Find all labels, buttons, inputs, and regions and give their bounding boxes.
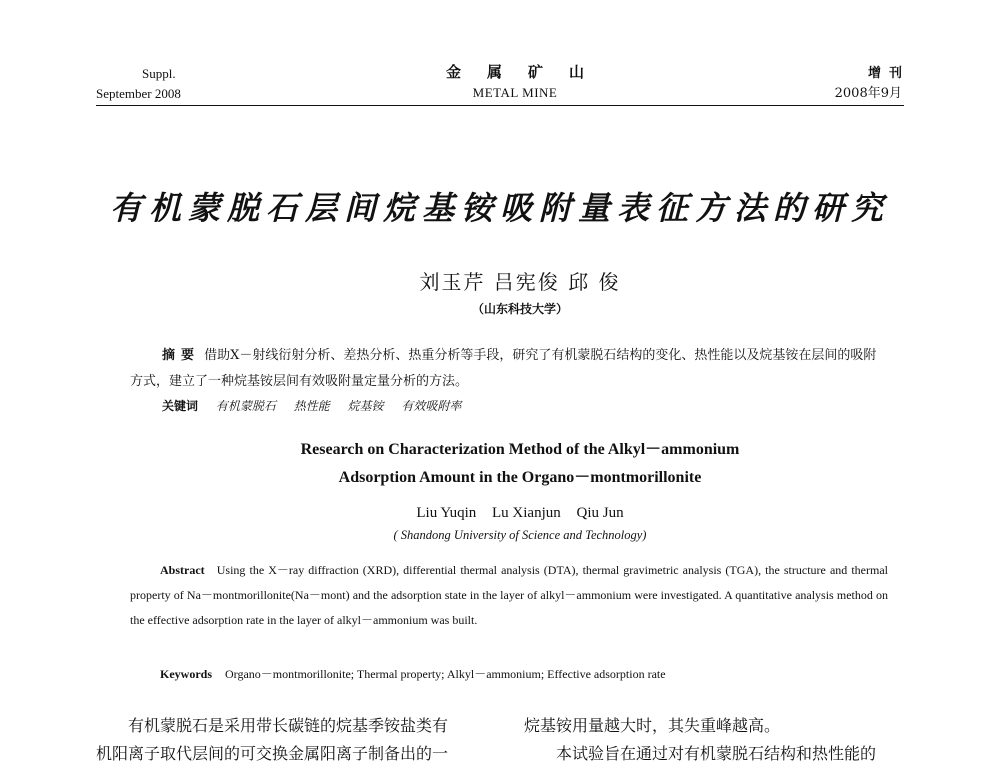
keywords-en-label: Keywords [160, 667, 212, 681]
abstract-cn-text: 借助X－射线衍射分析、差热分析、热重分析等手段，研究了有机蒙脱石结构的变化、热性能以及烷基铵在层间的吸附方式，建立了一种烷基铵层间有效吸附量定量分析的方法。 [130, 348, 877, 389]
keyword-cn: 热性能 [293, 399, 330, 413]
keywords-cn-label: 关键词 [162, 399, 199, 413]
keywords-en [160, 663, 880, 685]
author-en: Qiu Jun [576, 505, 624, 521]
keyword-cn: 有效吸附率 [401, 399, 462, 413]
abstract-en [130, 558, 888, 633]
header-date-cn: 2008年9月 [834, 86, 902, 101]
author-en: Liu Yuqin [416, 505, 477, 521]
header-center [400, 62, 630, 104]
abstract-cn [130, 343, 888, 395]
body-left-line1: 有机蒙脱石是采用带长碳链的烷基季铵盐类有 [128, 716, 449, 735]
header-right [722, 64, 910, 104]
header-rule [96, 105, 904, 106]
abstract-cn-label: 摘要 [162, 348, 201, 363]
keyword-cn: 有机蒙脱石 [215, 399, 276, 413]
header-left [96, 64, 276, 104]
body-right-line2: 本试验旨在通过对有机蒙脱石结构和热性能的 [556, 744, 877, 763]
keyword-cn: 烷基铵 [347, 399, 384, 413]
abstract-en-label: Abstract [160, 563, 205, 577]
header-date-en: September 2008 [96, 86, 181, 101]
keywords-en-text: Organo－montmorillonite; Thermal property; Alkyl－ammonium; Effective adsorption rate [225, 667, 666, 681]
keywords-cn [162, 396, 862, 416]
abstract-en-text: Using the X－ray diffraction (XRD), differential thermal analysis (DTA), thermal gravimetric analysis (TGA), the structure and thermal property of Na－montmorillonite(Na－mont) and the adsorption state in the layer of alkyl－ammonium were investigated. A quantitative analysis method on the effective adsorption rate in the layer of alkyl－ammonium was built. [130, 563, 888, 627]
body-left-line2: 机阳离子取代层间的可交换金属阳离子制备出的一 [96, 744, 449, 763]
authors-en [320, 502, 720, 524]
title-cn: 有机蒙脱石层间烷基铵吸附量表征方法的研究 [109, 189, 890, 227]
title-en-line2: Adsorption Amount in the Organo－montmorillonite [338, 469, 702, 486]
affiliation-en: ( Shandong University of Science and Technology) [393, 528, 647, 542]
title-en-line1: Research on Characterization Method of the Alkyl－ammonium [300, 441, 740, 458]
authors-cn: 刘玉芹 吕宪俊 邱 俊 [419, 270, 621, 294]
journal-name-en: METAL MINE [472, 85, 558, 100]
header-supplement-cn: 增刊 [867, 66, 910, 81]
header-suppl: Suppl. [142, 66, 176, 81]
title-en [180, 436, 860, 492]
journal-name-cn: 金属矿山 [445, 63, 610, 81]
affiliation-cn: （山东科技大学） [471, 302, 568, 316]
author-en: Lu Xianjun [492, 505, 561, 521]
body-right-line1: 烷基铵用量越大时，其失重峰越高。 [524, 716, 781, 735]
